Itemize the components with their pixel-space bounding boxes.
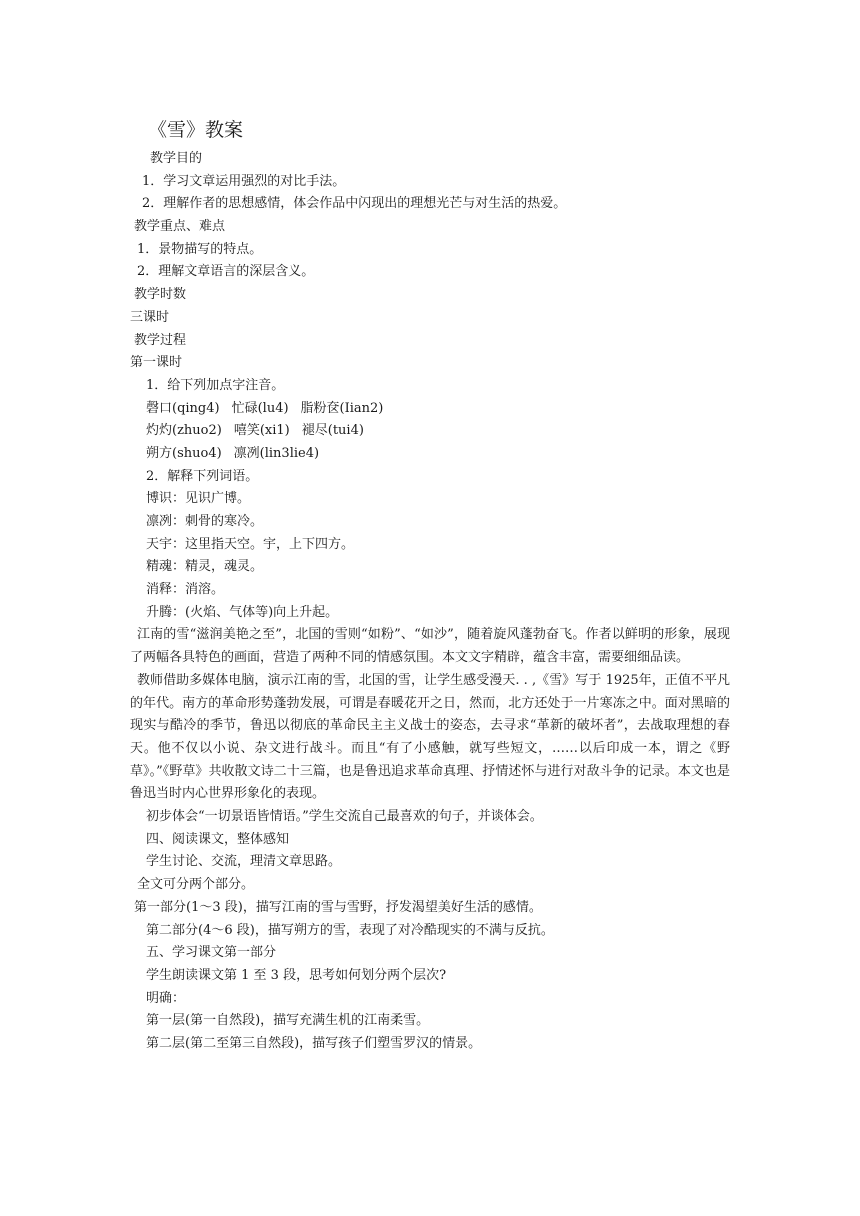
- vocab-item: 凛冽：刺骨的寒冷。: [146, 514, 264, 529]
- clarify-label: 明确：: [146, 990, 186, 1006]
- reading-task: 学生朗读课文第 1 至 3 段，思考如何划分两个层次?: [146, 967, 447, 983]
- paragraph-background: 教师借助多媒体电脑，演示江南的雪，北国的雪，让学生感受漫天. . ,《雪》写于 1925年，正值不平凡的年代。南方的革命形势蓬勃发展，可谓是春暖花开之日，然而，北方还处于一片寒冻之中。面对黑暗的现实与酷冷的季节，鲁迅以彻底的革命民主主义战士的姿态，去寻求“革新的破坏者”，去战取理想的春天。他不仅以小说、杂文进行战斗。而且“有了小感触，就写些短文，……以后印成一本，谓之《野草》。”《野草》共收散文诗二十三篇，也是鲁迅追求革命真理、抒情述怀与进行对敌斗争的记录。本文也是鲁迅当时内心世界形象化的表现。: [130, 672, 730, 802]
- vocab-item: 升腾：(火焰、气体等)向上升起。: [146, 604, 339, 620]
- hours-value: 三课时: [130, 309, 170, 325]
- section-5-heading: 五、学习课文第一部分: [146, 945, 277, 961]
- parts-intro: 全文可分两个部分。: [137, 877, 255, 893]
- pinyin-item: 忙碌(lu4): [231, 400, 289, 416]
- layer-2: 第二层(第二至第三自然段)，描写孩子们塑雪罗汉的情景。: [146, 1035, 482, 1051]
- vocab-item: 天宇：这里指天空。宇，上下四方。: [146, 536, 355, 552]
- paragraph-snow-contrast: 江南的雪“滋润美艳之至”，北国的雪则“如粉”、“如沙”，随着旋风蓬勃奋飞。作者以鲜明的形象，展现了两幅各具特色的画面，营造了两种不同的情感氛围。本文文字精辟，蕴含丰富，需要细细品读。: [130, 627, 730, 666]
- pinyin-item: 磬口(qing4): [146, 400, 220, 416]
- layer-1: 第一层(第一自然段)，描写充满生机的江南柔雪。: [146, 1013, 430, 1029]
- focus-item-2: 2．理解文章语言的深层含义。: [137, 264, 315, 280]
- focus-heading: 教学重点、难点: [134, 219, 226, 235]
- hours-heading: 教学时数: [134, 287, 187, 303]
- pinyin-row: [130, 443, 730, 466]
- page-title: 《雪》教案: [148, 119, 244, 141]
- pinyin-item: 凛冽(lin3lie4): [233, 445, 320, 461]
- goal-item-1: 1．学习文章运用强烈的对比手法。: [142, 173, 346, 189]
- pinyin-item: 灼灼(zhuo2): [146, 423, 222, 439]
- vocab-task: 2．解释下列词语。: [146, 468, 259, 484]
- part-2: 第二部分(4～6 段)，描写朔方的雪，表现了对冷酷现实的不满与反抗。: [146, 922, 554, 938]
- pinyin-item: 脂粉奁(Iian2): [300, 400, 384, 416]
- pinyin-row: [130, 398, 730, 421]
- discussion-task: 学生讨论、交流，理清文章思路。: [146, 854, 342, 870]
- vocab-item: 博识：见识广博。: [146, 491, 251, 507]
- section-4-heading: 四、阅读课文，整体感知: [146, 831, 290, 847]
- process-heading: 教学过程: [134, 332, 187, 348]
- paragraph-feeling: 初步体会“一切景语皆情语。”学生交流自己最喜欢的句子，并谈体会。: [146, 809, 543, 825]
- goal-item-2: 2．理解作者的思想感情，体会作品中闪现出的理想光芒与对生活的热爱。: [142, 196, 567, 212]
- goal-heading: 教学目的: [150, 151, 203, 166]
- pinyin-task: 1．给下列加点字注音。: [146, 377, 285, 393]
- vocab-item: 精魂：精灵，魂灵。: [146, 559, 264, 575]
- focus-item-1: 1．景物描写的特点。: [137, 241, 263, 257]
- pinyin-row: [130, 420, 730, 443]
- lesson-heading: 第一课时: [130, 355, 183, 371]
- pinyin-item: 褪尽(tui4): [301, 423, 364, 439]
- vocab-item: 消释：消溶。: [146, 582, 225, 598]
- part-1: 第一部分(1～3 段)，描写江南的雪与雪野，抒发渴望美好生活的感情。: [134, 899, 542, 915]
- pinyin-item: 嘻笑(xi1): [233, 423, 290, 439]
- document-body: [130, 148, 730, 1056]
- pinyin-item: 朔方(shuo4): [146, 445, 222, 461]
